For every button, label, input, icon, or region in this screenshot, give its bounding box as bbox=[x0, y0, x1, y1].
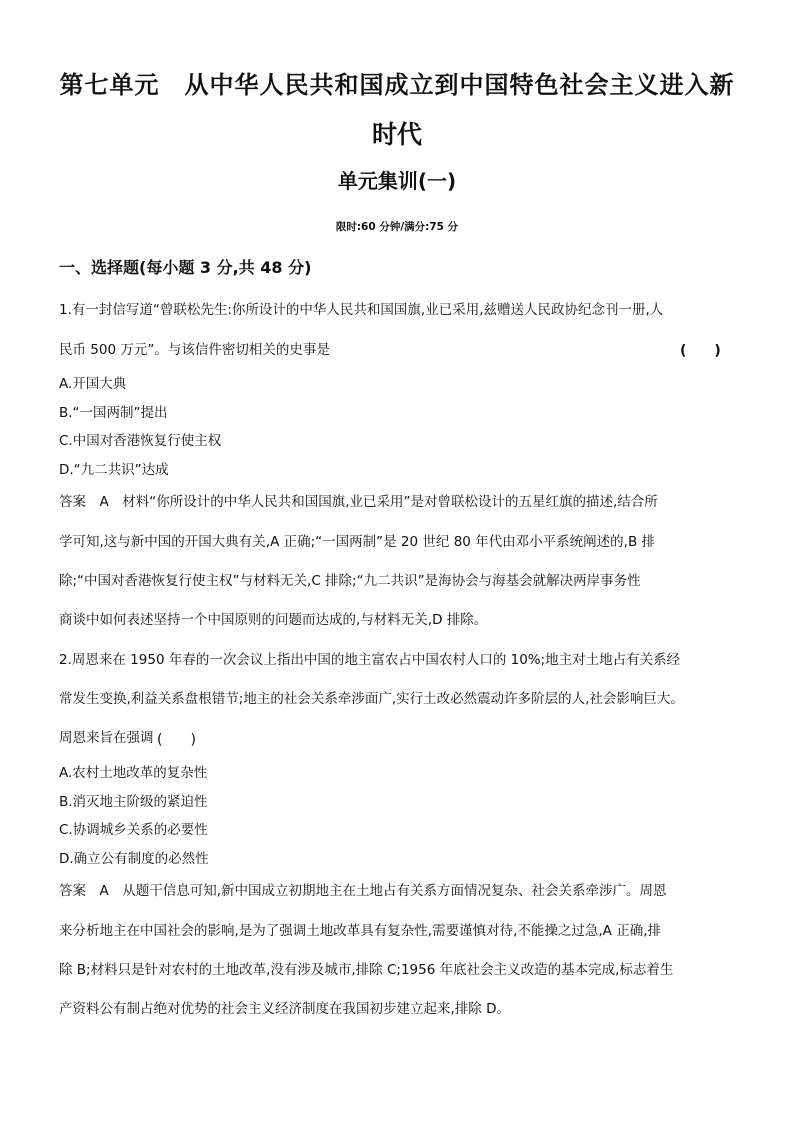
q2-answer-line-2: 来分析地主在中国社会的影响,是为了强调土地改革具有复杂性,需要谨慎对待,不能操之过急,A 正确,排 bbox=[59, 923, 661, 939]
q2-answer-line-3: 除 B;材料只是针对农村的土地改革,没有涉及城市,排除 C;1956 年底社会主义改造的基本完成,标志着生 bbox=[59, 962, 674, 978]
q1-option-a: A.开国大典 bbox=[59, 376, 127, 392]
q2-stem-line-1: 2.周恩来在 1950 年春的一次会议上指出中国的地主富农占中国农村人口的 10%;地主对土地占有关系经 bbox=[59, 652, 681, 668]
q2-option-c: C.协调城乡关系的必要性 bbox=[59, 822, 208, 838]
q2-stem-line-3: 周恩来旨在强调 bbox=[59, 730, 154, 746]
q2-stem-line-2: 常发生变换,利益关系盘根错节;地主的社会关系牵涉面广,实行土改必然震动许多阶层的人,社会影响巨大。 bbox=[59, 691, 684, 707]
q2-answer-line-1: 答案 A 从题干信息可知,新中国成立初期地主在土地占有关系方面情况复杂、社会关系牵涉广。周恩 bbox=[59, 883, 667, 899]
section-heading: 一、选择题(每小题 3 分,共 48 分) bbox=[59, 258, 312, 277]
q2-option-b: B.消灭地主阶级的紧迫性 bbox=[59, 794, 208, 810]
time-score-limit: 限时:60 分钟/满分:75 分 bbox=[335, 221, 459, 233]
q1-stem-line-1: 1.有一封信写道“曾联松先生:你所设计的中华人民共和国国旗,业已采用,兹赠送人民政协纪念刊一册,人 bbox=[59, 302, 664, 318]
q1-option-c: C.中国对香港恢复行使主权 bbox=[59, 433, 222, 449]
q1-answer-line-4: 商谈中如何表述坚持一个中国原则的问题而达成的,与材料无关,D 排除。 bbox=[59, 612, 488, 628]
q1-option-b: B.“一国两制”提出 bbox=[59, 405, 168, 421]
q1-answer-parenthesis: ( ) bbox=[680, 343, 721, 359]
page-subtitle: 单元集训(一) bbox=[337, 169, 457, 193]
unit-title-line-2: 时代 bbox=[371, 120, 422, 149]
q2-answer-parenthesis: ( ) bbox=[157, 732, 196, 748]
q1-option-d: D.“九二共识”达成 bbox=[59, 462, 169, 478]
unit-title-line-1: 第七单元 从中华人民共和国成立到中国特色社会主义进入新 bbox=[59, 71, 735, 99]
q2-option-d: D.确立公有制度的必然性 bbox=[59, 851, 209, 867]
q2-option-a: A.农村土地改革的复杂性 bbox=[59, 765, 208, 781]
q1-stem-line-2: 民币 500 万元”。与该信件密切相关的史事是 bbox=[59, 342, 330, 358]
q1-answer-line-3: 除;“中国对香港恢复行使主权”与材料无关,C 排除;“九二共识”是海协会与海基会就解决两岸事务性 bbox=[59, 573, 641, 589]
q1-answer-line-2: 学可知,这与新中国的开国大典有关,A 正确;“一国两制”是 20 世纪 80 年代由邓小平系统阐述的,B 排 bbox=[59, 534, 656, 550]
q1-answer-line-1: 答案 A 材料“你所设计的中华人民共和国国旗,业已采用”是对曾联松设计的五星红旗的描述,结合所 bbox=[59, 494, 658, 510]
q2-answer-line-4: 产资料公有制占绝对优势的社会主义经济制度在我国初步建立起来,排除 D。 bbox=[59, 1001, 510, 1017]
